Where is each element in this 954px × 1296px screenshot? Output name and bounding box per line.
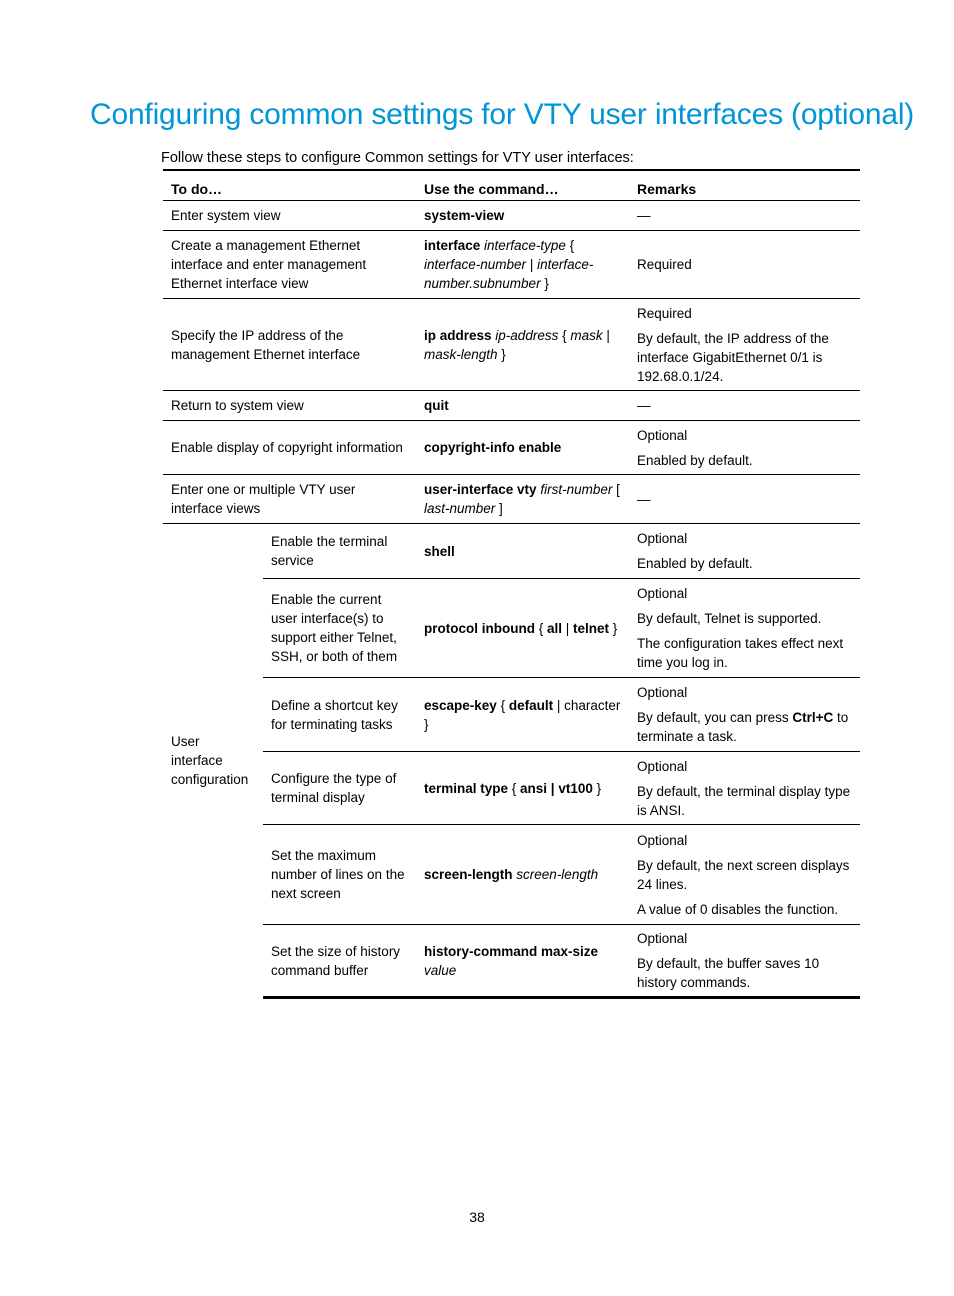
command-keyword: shell <box>424 543 455 559</box>
table-header-row <box>163 170 860 201</box>
remark-paragraph: Enabled by default. <box>637 556 753 571</box>
command-keyword: escape-key <box>424 697 497 713</box>
step-description: Enter one or multiple VTY user interface views <box>163 475 416 524</box>
table-row <box>163 201 860 231</box>
table-row <box>163 678 860 752</box>
command-argument: ip-address <box>495 327 559 343</box>
step-description: Return to system view <box>163 391 416 421</box>
remark-paragraph: Optional <box>637 531 688 546</box>
step-description: Define a shortcut key for terminating tasks <box>263 678 416 752</box>
step-description: Create a management Ethernet interface and enter management Ethernet interface view <box>163 231 416 299</box>
command-syntax: } <box>592 780 602 796</box>
remark-paragraph: A value of 0 disables the function. <box>637 901 839 917</box>
command-syntax: } <box>609 620 618 636</box>
remark-paragraph: By default, the next screen displays 24 lines. <box>637 857 850 892</box>
remarks-cell <box>629 524 860 579</box>
header-todo: To do… <box>163 170 416 201</box>
remark-paragraph: Optional <box>637 685 688 700</box>
command-keyword: telnet <box>573 620 610 636</box>
table-row <box>163 231 860 299</box>
remarks-cell <box>629 475 860 524</box>
command-cell <box>416 201 629 231</box>
remark-paragraph: Required <box>637 305 692 321</box>
remark-paragraph: — <box>637 208 651 223</box>
command-cell <box>416 391 629 421</box>
step-description: Specify the IP address of the management Ethernet interface <box>163 299 416 391</box>
command-cell <box>416 299 629 391</box>
step-description: Enable the terminal service <box>263 524 416 579</box>
command-keyword: system-view <box>424 208 505 223</box>
command-argument: value <box>424 962 457 978</box>
header-remarks: Remarks <box>629 170 860 201</box>
command-syntax: } <box>540 276 549 291</box>
table-row <box>163 524 860 579</box>
command-keyword: history-command max-size <box>424 943 599 959</box>
command-cell <box>416 524 629 579</box>
command-syntax: | <box>602 327 610 343</box>
remarks-cell <box>629 925 860 998</box>
command-syntax: | <box>526 257 538 272</box>
remark-paragraph: Optional <box>637 427 688 443</box>
remarks-cell <box>629 421 860 475</box>
command-cell <box>416 925 629 998</box>
remark-paragraph: Optional <box>637 586 688 601</box>
remarks-cell <box>629 678 860 752</box>
step-description: Set the size of history command buffer <box>263 925 416 998</box>
page-title: Configuring common settings for VTY user interfaces (optional) <box>90 98 915 131</box>
remark-paragraph: Optional <box>637 931 688 946</box>
remarks-cell <box>629 579 860 678</box>
command-syntax: { <box>558 327 571 343</box>
group-label: User interface configuration <box>163 524 263 998</box>
command-keyword: copyright-info enable <box>424 440 562 455</box>
command-syntax: { <box>508 780 521 796</box>
command-argument: interface-number <box>424 257 527 272</box>
command-keyword: protocol inbound <box>424 620 535 636</box>
remark-paragraph: Optional <box>637 832 688 848</box>
table-row <box>163 825 860 925</box>
remarks-cell <box>629 752 860 825</box>
command-argument: last-number <box>424 501 496 516</box>
command-argument: screen-length <box>516 867 599 882</box>
remark-paragraph: The configuration takes effect next time you log in. <box>637 636 844 670</box>
page-number: 38 <box>469 1209 485 1225</box>
table-row <box>163 752 860 825</box>
command-cell <box>416 752 629 825</box>
remark-paragraph: — <box>637 491 651 507</box>
command-keyword: Ctrl+C <box>792 710 834 725</box>
command-syntax: to terminate a task. <box>637 710 849 744</box>
table-row <box>163 925 860 998</box>
command-keyword: terminal type <box>424 780 509 796</box>
step-description: Enable display of copyright information <box>163 421 416 475</box>
command-keyword: quit <box>424 398 449 413</box>
header-command: Use the command… <box>416 170 629 201</box>
remark-paragraph: Optional <box>637 758 688 774</box>
command-cell <box>416 825 629 925</box>
remark-paragraph: By default, the buffer saves 10 history commands. <box>637 956 820 990</box>
remark-paragraph: — <box>637 398 651 413</box>
step-description: Set the maximum number of lines on the next screen <box>263 825 416 925</box>
step-description: Enter system view <box>163 201 416 231</box>
remark-paragraph: By default, the terminal display type is ANSI. <box>637 783 851 818</box>
command-keyword: all <box>547 620 563 636</box>
command-syntax: { <box>565 238 575 253</box>
command-argument: interface-number.subnumber <box>424 257 594 291</box>
command-cell <box>416 579 629 678</box>
remarks-cell <box>629 231 860 299</box>
table-row <box>163 299 860 391</box>
remarks-cell <box>629 391 860 421</box>
command-argument: interface-type <box>484 238 566 253</box>
command-cell <box>416 475 629 524</box>
command-keyword: interface <box>424 238 481 253</box>
remark-paragraph: By default, the IP address of the interface GigabitEthernet 0/1 is 192.68.0.1/24. <box>637 330 829 384</box>
remarks-cell <box>629 825 860 925</box>
remarks-cell <box>629 201 860 231</box>
remark-paragraph: Enabled by default. <box>637 452 753 468</box>
command-keyword: ip address <box>424 327 492 343</box>
intro-text: Follow these steps to configure Common settings for VTY user interfaces: <box>161 150 634 166</box>
command-syntax: | <box>562 620 574 636</box>
step-description: Enable the current user interface(s) to support either Telnet, SSH, or both of them <box>263 579 416 678</box>
command-syntax: } <box>497 346 506 362</box>
command-syntax: [ <box>612 482 620 497</box>
command-argument: first-number <box>540 482 613 497</box>
command-syntax: { <box>496 697 509 713</box>
command-keyword: ansi | vt100 <box>520 780 593 796</box>
command-syntax: { <box>534 620 547 636</box>
step-description: Configure the type of terminal display <box>263 752 416 825</box>
command-syntax: | character } <box>424 697 621 732</box>
remark-paragraph: Required <box>637 257 692 272</box>
command-syntax: ] <box>495 501 503 516</box>
command-keyword: default <box>508 697 554 713</box>
table-row <box>163 579 860 678</box>
command-argument: mask <box>570 327 603 343</box>
remark-paragraph: By default, Telnet is supported. <box>637 611 822 626</box>
table-row <box>163 421 860 475</box>
command-keyword: screen-length <box>424 867 513 882</box>
command-cell <box>416 421 629 475</box>
table-row <box>163 391 860 421</box>
command-keyword: user-interface vty <box>424 482 537 497</box>
command-cell <box>416 231 629 299</box>
command-argument: mask-length <box>424 346 498 362</box>
remarks-cell <box>629 299 860 391</box>
table-row <box>163 475 860 524</box>
command-syntax: By default, you can press <box>637 710 793 725</box>
command-cell <box>416 678 629 752</box>
remark-paragraph <box>637 708 852 746</box>
config-steps-table <box>163 169 860 999</box>
